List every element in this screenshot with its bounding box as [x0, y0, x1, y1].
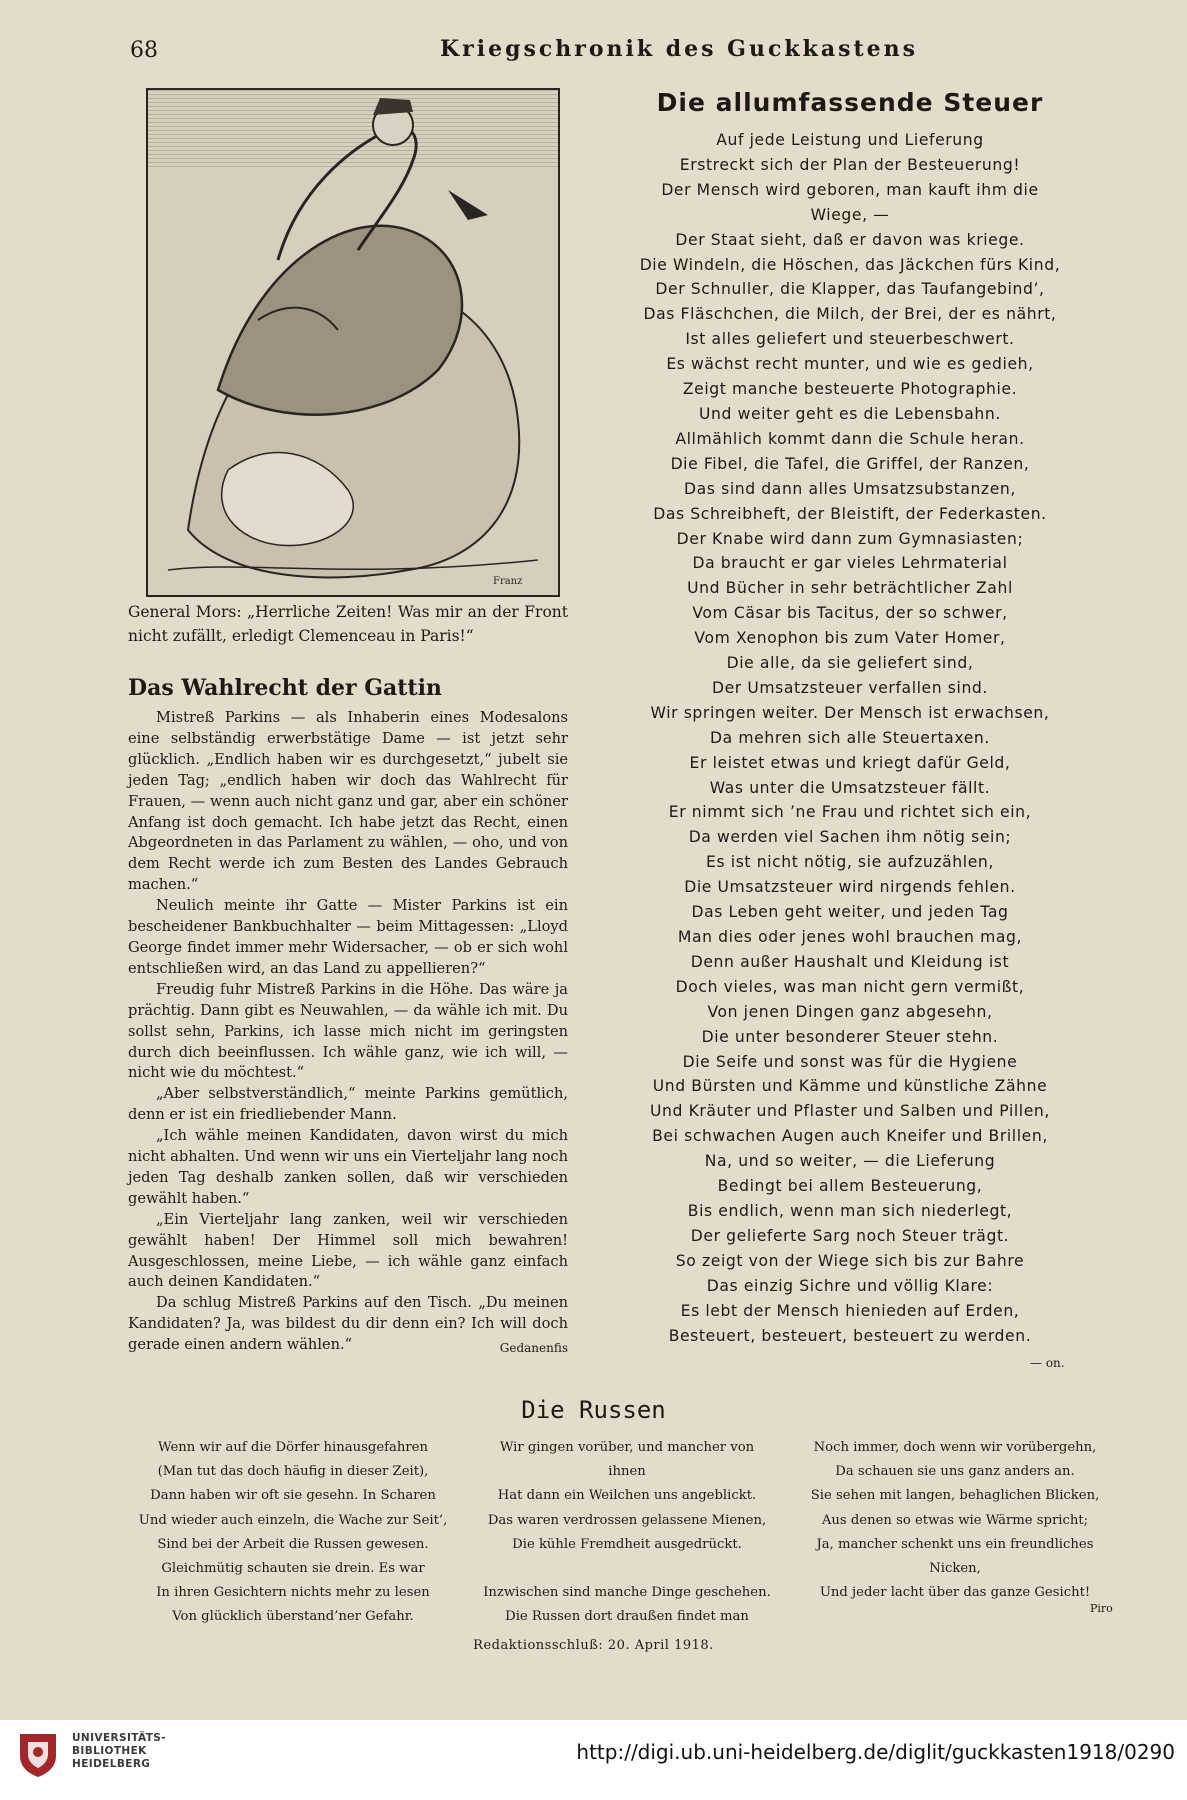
poem-line: Doch vieles, was man nicht gern vermißt, — [675, 977, 1025, 996]
bottom-poem-line: Inzwischen sind manche Dinge geschehen. — [483, 1585, 771, 1601]
editorial-deadline: Redaktionsschluß: 20. April 1918. — [473, 1638, 714, 1653]
poem-line: Der Staat sieht, daß er davon was kriege. — [675, 230, 1025, 249]
poem-line: Die Windeln, die Höschen, das Jäckchen fürs Kind, — [639, 255, 1061, 274]
article-paragraph: Neulich meinte ihr Gatte — Mister Parkins ist ein bescheidener Bankbuchhalter — beim Mittagessen: „Lloyd George findet immer mehr Widersacher, — ob er sich wohl entschließen wird, an das Land zu appellieren?“ — [128, 897, 568, 977]
poem-line: Die unter besonderer Steuer stehn. — [701, 1027, 999, 1046]
bottom-poem-column-2 — [462, 1436, 792, 1630]
poem-line: Es lebt der Mensch hienieden auf Erden, — [680, 1301, 1020, 1320]
poem-line: Allmählich kommt dann die Schule heran. — [675, 429, 1025, 448]
poem-line: Vom Xenophon bis zum Vater Homer, — [694, 629, 1006, 648]
poem-line: Was unter die Umsatzsteuer fällt. — [709, 778, 991, 797]
bottom-poem-line: Wenn wir auf die Dörfer hinausgefahren — [158, 1440, 428, 1455]
article-paragraph: „Ich wähle meinen Kandidaten, davon wirst du mich nicht abhalten. Und wenn wir uns ein Vierteljahr lang noch jeden Tag deshalb zanken sollen, daß wir verschieden gewählt haben.“ — [128, 1127, 568, 1207]
library-footer — [0, 1720, 1187, 1800]
bottom-poem-line: ihnen — [608, 1464, 646, 1480]
poem-line: Vom Cäsar bis Tacitus, der so schwer, — [692, 604, 1008, 623]
bottom-poem-line: Ja, mancher schenkt uns ein freundliches — [816, 1536, 1094, 1552]
poem-line: Das sind dann alles Umsatzsubstanzen, — [684, 479, 1016, 498]
bottom-poem-line: Wir gingen vorüber, und mancher von — [499, 1440, 755, 1455]
bottom-poem-signature: Piro — [1090, 1602, 1113, 1615]
bottom-poem-line: Aus denen so etwas wie Wärme spricht; — [821, 1512, 1089, 1528]
institution-name — [72, 1732, 166, 1771]
permalink-url[interactable]: http://digi.ub.uni-heidelberg.de/diglit/guckkasten1918/0290 — [576, 1740, 1175, 1764]
institution-line: UNIVERSITÄTS- — [72, 1732, 167, 1744]
poem-line: Man dies oder jenes wohl brauchen mag, — [677, 928, 1023, 946]
article-heading: Das Wahlrecht der Gattin — [128, 675, 442, 701]
running-title: Kriegschronik des Guckkastens — [440, 36, 919, 62]
poem-line: Das einzig Sichre und völlig Klare: — [706, 1276, 994, 1295]
poem-line: Es ist nicht nötig, sie aufzuzählen, — [706, 853, 994, 872]
poem-line: Der gelieferte Sarg noch Steuer trägt. — [690, 1226, 1010, 1245]
bottom-poem-line: Und wieder auch einzeln, die Wache zur Seit’, — [138, 1512, 448, 1528]
poem-line: Besteuert, besteuert, besteuert zu werden. — [668, 1326, 1032, 1345]
poem-line: Erstreckt sich der Plan der Besteuerung! — [679, 155, 1021, 174]
poem-line: So zeigt von der Wiege sich bis zur Bahre — [675, 1251, 1025, 1270]
illustration-caption: General Mors: „Herrliche Zeiten! Was mir an der Front nicht zufällt, erledigt Clemenceau in Paris!“ — [128, 603, 568, 645]
article-paragraph — [128, 1293, 568, 1356]
bottom-poem-line: Da schauen sie uns ganz anders an. — [835, 1464, 1075, 1480]
bottom-poem-line: Nicken, — [929, 1561, 981, 1577]
bottom-poem-line: Von glücklich überstand’ner Gefahr. — [172, 1609, 414, 1625]
bottom-poem-line: Die Russen dort draußen findet man — [505, 1609, 749, 1625]
poem-line: Wir springen weiter. Der Mensch ist erwachsen, — [650, 703, 1050, 722]
poem-line: Ist alles geliefert und steuerbeschwert. — [685, 330, 1015, 349]
article-paragraph: Mistreß Parkins — als Inhaberin eines Modesalons eine selbständig erwerbstätige Dame — ist jetzt sehr glücklich. „Endlich haben wir es durchgesetzt,“ jubelt sie jeden Tag; „endlich haben wir doch das Wahlrecht für Frauen, — wenn auch nicht ganz und gar, aber ein schöner Anfang ist doch gemacht. Ich habe jetzt das Recht, einen Abgeordneten in das Parlament zu wählen, — oho, und von dem Recht werde ich zum Besten des Landes Gebrauch machen.“ — [128, 709, 568, 894]
institution-line: BIBLIOTHEK — [72, 1745, 147, 1757]
poem-line: Die Fibel, die Tafel, die Griffel, der Ranzen, — [670, 454, 1030, 473]
bottom-poem-title: Die Russen — [521, 1396, 666, 1424]
bottom-poem-line: In ihren Gesichtern nichts mehr zu lesen — [156, 1585, 430, 1601]
bottom-poem-line: Noch immer, doch wenn wir vorübergehn, — [813, 1440, 1097, 1455]
bottom-poem-line: Die kühle Fremdheit ausgedrückt. — [512, 1536, 742, 1552]
poem-line: Bedingt bei allem Besteuerung, — [717, 1177, 983, 1196]
poem-line: Na, und so weiter, — die Lieferung — [704, 1152, 996, 1171]
university-seal-icon — [18, 1732, 58, 1778]
bottom-poem-line — [462, 1557, 792, 1581]
bottom-poem-line: (Man tut das doch häufig in dieser Zeit), — [157, 1464, 429, 1480]
illustrator-signature: Franz — [493, 576, 523, 587]
bottom-poem-line: Das waren verdrossen gelassene Mienen, — [487, 1512, 767, 1528]
poem-line: Das Schreibheft, der Bleistift, der Federkasten. — [653, 504, 1047, 523]
poem-line: Das Fläschchen, die Milch, der Brei, der es nährt, — [643, 305, 1057, 324]
poem-line: Die Umsatzsteuer wird nirgends fehlen. — [684, 878, 1016, 897]
poem-line: Das Leben geht weiter, und jeden Tag — [691, 903, 1009, 922]
illustration-drawing — [148, 90, 558, 595]
poem-line: Da braucht er gar vieles Lehrmaterial — [692, 554, 1008, 573]
bottom-poem-line: Gleichmütig schauten sie drein. Es war — [161, 1561, 425, 1577]
poem-line: Wiege, — — [810, 205, 890, 224]
poem-line: Und weiter geht es die Lebensbahn. — [699, 404, 1001, 423]
article-signature: Gedanenfis — [499, 1341, 568, 1356]
article-paragraph: „Ein Vierteljahr lang zanken, weil wir verschieden gewählt haben! Der Himmel soll mich bewahren! Ausgeschlossen, meine Liebe, — ich wähle ganz einfach auch deinen Kandidaten.“ — [128, 1210, 568, 1291]
poem-line: Und Bürsten und Kämme und künstliche Zähne — [652, 1077, 1048, 1096]
bottom-poem-line: Und jeder lacht über das ganze Gesicht! — [819, 1585, 1091, 1601]
poem-lines — [590, 128, 1110, 1348]
poem-line: Bei schwachen Augen auch Kneifer und Brillen, — [652, 1127, 1048, 1146]
poem-line: Und Bücher in sehr beträchtlicher Zahl — [687, 579, 1013, 598]
poem-line: Und Kräuter und Pflaster und Salben und Pillen, — [650, 1102, 1050, 1121]
poem-line: Der Umsatzsteuer verfallen sind. — [711, 678, 988, 697]
page-number: 68 — [130, 38, 158, 63]
poem-line: Da werden viel Sachen ihm nötig sein; — [688, 828, 1012, 847]
poem-line: Der Knabe wird dann zum Gymnasiasten; — [676, 529, 1024, 548]
institution-line: HEIDELBERG — [72, 1758, 151, 1770]
article-paragraph: Freudig fuhr Mistreß Parkins in die Höhe. Das wäre ja prächtig. Dann gibt es Neuwahlen, — da wähle ich mit. Du sollst sehn, Parkins, ich lasse mich nicht im geringsten durch dich beeinflussen. Ich wähle ganz, wie ich will, — nicht wie du möchtest.“ — [128, 980, 568, 1082]
bottom-poem-line: Sind bei der Arbeit die Russen gewesen. — [157, 1536, 429, 1552]
poem-line: Von jenen Dingen ganz abgesehn, — [707, 1002, 993, 1021]
poem-line: Zeigt manche besteuerte Photographie. — [682, 380, 1018, 399]
poem-signature: — on. — [1030, 1356, 1065, 1370]
poem-line: Er nimmt sich ’ne Frau und richtet sich ein, — [668, 803, 1032, 822]
poem-line: Die Seife und sonst was für die Hygiene — [682, 1052, 1018, 1071]
poem-line: Die alle, da sie geliefert sind, — [726, 654, 974, 673]
bottom-poem-column-1 — [128, 1436, 458, 1630]
poem-line: Er leistet etwas und kriegt dafür Geld, — [689, 753, 1011, 772]
poem-title: Die allumfassende Steuer — [656, 88, 1044, 117]
poem-line: Denn außer Haushalt und Kleidung ist — [690, 952, 1010, 971]
poem-line: Der Schnuller, die Klapper, das Taufangebind’, — [655, 280, 1045, 299]
poem-line: Es wächst recht munter, und wie es gedieh, — [666, 355, 1034, 374]
caricature-illustration — [146, 88, 560, 597]
poem-line: Bis endlich, wenn man sich niederlegt, — [687, 1201, 1013, 1220]
article-paragraph-text: Da schlug Mistreß Parkins auf den Tisch. „Du meinen Kandidaten? Ja, was bildest du dir denn ein? Ich will doch gerade einen andern wählen.“ — [128, 1294, 568, 1354]
poem-line: Auf jede Leistung und Lieferung — [716, 131, 984, 149]
poem-line: Der Mensch wird geboren, man kauft ihm die — [661, 180, 1039, 199]
poem-line: Da mehren sich alle Steuertaxen. — [710, 728, 990, 747]
bottom-poem-line: Dann haben wir oft sie gesehn. In Scharen — [150, 1488, 436, 1504]
bottom-poem-line: Sie sehen mit langen, behaglichen Blicken, — [810, 1488, 1100, 1504]
bottom-poem-line: Hat dann ein Weilchen uns angeblickt. — [497, 1488, 757, 1504]
article-paragraph: „Aber selbstverständlich,“ meinte Parkins gemütlich, denn er ist ein friedliebender Mann. — [128, 1085, 568, 1124]
article-body — [128, 708, 568, 1359]
bottom-poem-column-3 — [790, 1436, 1120, 1605]
